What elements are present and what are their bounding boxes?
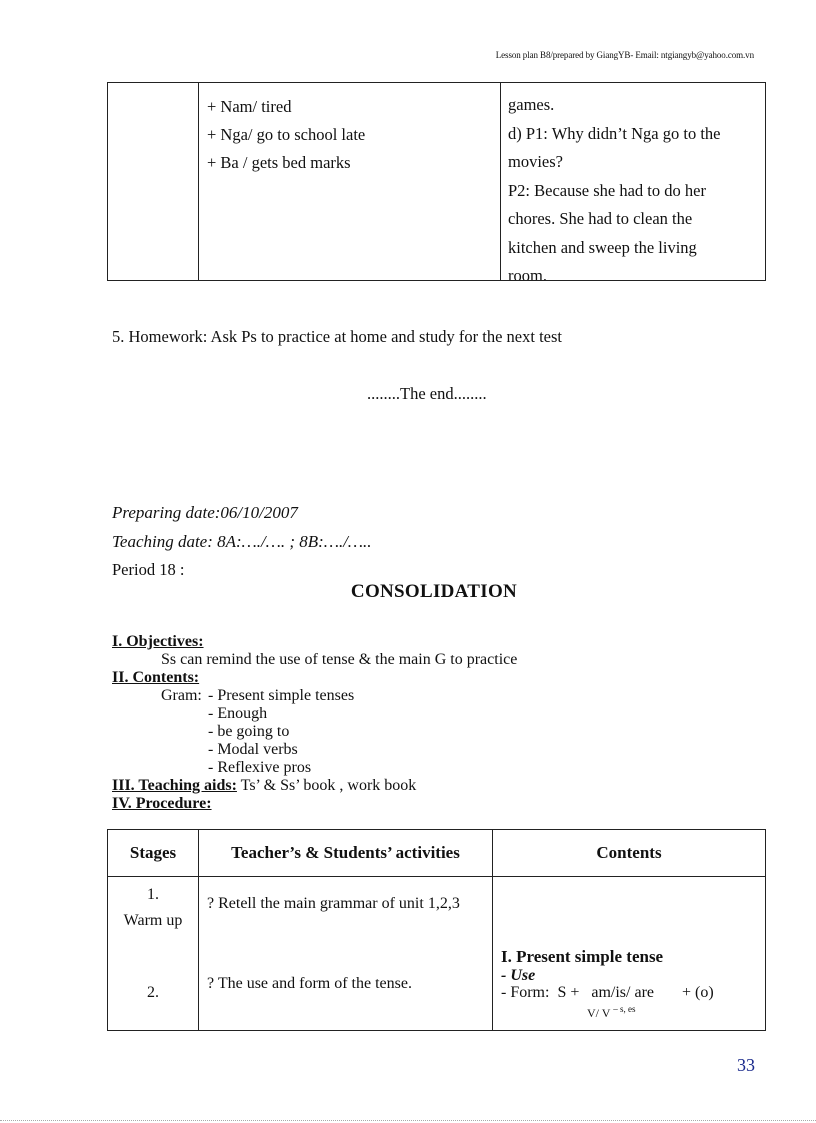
header-contents: Contents: [493, 830, 766, 877]
contents-cell: [493, 877, 766, 1031]
activity-text: ? The use and form of the tense.: [207, 975, 412, 992]
page-header: Lesson plan B8/prepared by GiangYB- Email: ntgiangyb@yahoo.com.vn: [495, 50, 754, 60]
prompt-cell: [199, 83, 501, 281]
stage-number: 1.: [147, 886, 159, 903]
dialogue-line: kitchen and sweep the living: [508, 237, 697, 257]
contents-item: - Enough: [208, 705, 268, 722]
content-form: - Form: S + am/is/ are + (o): [501, 984, 714, 1001]
stage-cell: [108, 877, 199, 1031]
teaching-date: Teaching date: 8A:…./…. ; 8B:…./…..: [112, 532, 372, 551]
header-stages: Stages: [108, 830, 199, 877]
header-activities: Teacher’s & Students’ activities: [199, 830, 493, 877]
teaching-aids-heading: III. Teaching aids:: [112, 777, 237, 794]
homework-line: 5. Homework: Ask Ps to practice at home and study for the next test: [112, 327, 562, 346]
content-use: - Use: [501, 967, 536, 984]
activities-cell: [199, 877, 493, 1031]
period-label: Period 18 :: [112, 560, 185, 579]
the-end-line: ........The end........: [367, 384, 487, 403]
prompt-line: + Nga/ go to school late: [207, 125, 366, 144]
procedure-heading: IV. Procedure:: [112, 795, 212, 812]
dialogue-cell: [501, 83, 766, 281]
dialogue-line: P2: Because she had to do her: [508, 180, 706, 200]
dialogue-line: games.: [508, 95, 555, 114]
form-verb: V/ V: [587, 1006, 611, 1020]
dialogue-line: room.: [508, 266, 547, 280]
prompt-line: + Ba / gets bed marks: [207, 153, 351, 172]
form-suffix: – s, es: [613, 1004, 636, 1014]
objectives-text: Ss can remind the use of tense & the main G to practice: [161, 651, 518, 668]
contents-heading: II. Contents:: [112, 669, 200, 686]
content-form-sub: [501, 1002, 759, 1020]
gram-label: Gram:: [161, 687, 202, 704]
contents-item: - Present simple tenses: [208, 687, 355, 704]
procedure-table: [107, 829, 766, 1031]
page-number: 33: [737, 1055, 755, 1075]
dialogue-line: d) P1: Why didn’t Nga go to the: [508, 123, 721, 143]
prompt-line: + Nam/ tired: [207, 97, 292, 116]
contents-item: - be going to: [208, 723, 290, 740]
teaching-aids-text: Ts’ & Ss’ book , work book: [240, 777, 417, 794]
teaching-aids-line: [112, 777, 416, 795]
lesson-title: CONSOLIDATION: [350, 581, 518, 602]
bottom-rule: [0, 1120, 816, 1121]
stage-number: 2.: [147, 984, 159, 1001]
content-heading: I. Present simple tense: [501, 947, 664, 966]
activities-table-continued: [107, 82, 766, 281]
contents-item: - Reflexive pros: [208, 759, 312, 776]
activity-text: ? Retell the main grammar of unit 1,2,3: [207, 895, 460, 912]
empty-stage-cell: [108, 83, 199, 281]
objectives-heading: I. Objectives:: [112, 633, 204, 650]
contents-item: - Modal verbs: [208, 741, 298, 758]
stage-name: Warm up: [123, 912, 183, 929]
dialogue-line: movies?: [508, 152, 563, 171]
preparing-date: Preparing date:06/10/2007: [112, 503, 298, 522]
dialogue-line: chores. She had to clean the: [508, 209, 693, 228]
